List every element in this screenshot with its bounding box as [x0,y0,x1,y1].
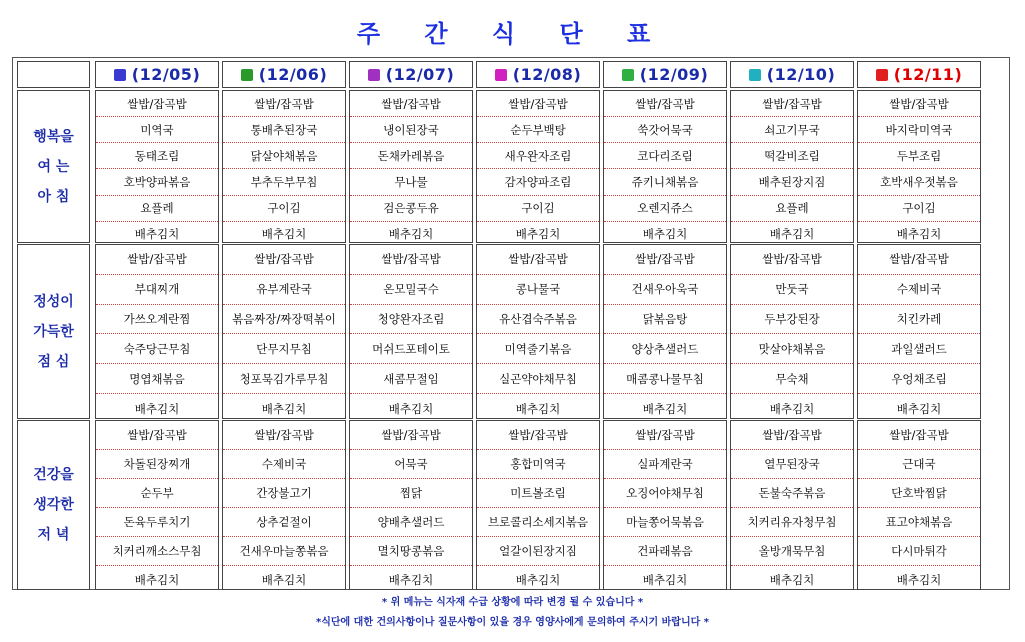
carrot-icon [368,69,380,81]
menu-item: 쌀밥/잡곡밥 [96,245,218,275]
menu-item: 표고야채볶음 [858,508,980,537]
cup-icon [622,69,634,81]
menu-item: 유부계란국 [223,275,345,305]
menu-item: 배추김치 [896,227,942,242]
menu-item: 미트볼조림 [477,479,599,508]
menu-item: 쌀밥/잡곡밥 [731,91,853,117]
menu-item: 새콤무절임 [350,364,472,394]
menu-item: 쌀밥/잡곡밥 [604,421,726,450]
menu-item: 배추김치 [388,573,434,587]
menu-item: 쌀밥/잡곡밥 [731,245,853,275]
menu-column [476,420,600,590]
meal-period-line: 아 침 [37,188,70,205]
menu-item: 배추김치 [261,573,307,587]
menu-item: 요플레 [731,196,853,222]
menu-item: 온모밀국수 [350,275,472,305]
menu-column [222,244,346,419]
menu-item: 닭볶음탕 [604,305,726,335]
milk-icon [749,69,761,81]
menu-item: 올방개묵무침 [731,537,853,566]
day-date-label: (12/05) [131,65,201,84]
menu-item: 바지락미역국 [858,117,980,143]
menu-item: 돈육두루치기 [96,508,218,537]
menu-item: 동태조림 [96,143,218,169]
menu-item: 떡갈비조림 [731,143,853,169]
menu-item: 우엉채조림 [858,364,980,394]
meal-period-line: 점 심 [37,353,70,370]
meal-period-line: 생각한 [33,497,74,513]
menu-item: 쌀밥/잡곡밥 [223,245,345,275]
menu-item: 단무지무침 [223,334,345,364]
menu-column [857,244,981,419]
apple-icon [876,69,888,81]
menu-item: 배추김치 [896,401,942,416]
menu-item: 쌀밥/잡곡밥 [604,91,726,117]
menu-item: 배추김치 [769,573,815,587]
meal-period-line: 여 는 [37,158,70,175]
menu-item: 수제비국 [858,275,980,305]
menu-item: 실파계란국 [604,450,726,479]
menu-column [476,244,600,419]
menu-column [476,90,600,243]
menu-item: 쇠고기무국 [731,117,853,143]
menu-item: 쌀밥/잡곡밥 [477,421,599,450]
menu-item: 배추김치 [515,401,561,416]
menu-item: 콩나물국 [477,275,599,305]
menu-item: 과일샐러드 [858,334,980,364]
menu-item: 쌀밥/잡곡밥 [223,421,345,450]
menu-column [95,420,219,590]
meal-period-label-2 [17,244,90,419]
meal-period-line: 건강을 [33,467,74,483]
menu-item: 요플레 [96,196,218,222]
day-date-label: (12/09) [639,65,709,84]
menu-item: 무나물 [350,169,472,195]
menu-item: 숙주당근무침 [96,334,218,364]
menu-item: 다시마튀각 [858,537,980,566]
menu-item: 배추김치 [261,227,307,242]
menu-item: 유산겹숙주볶음 [477,305,599,335]
menu-item: 얼갈이된장지짐 [477,537,599,566]
menu-item: 쌀밥/잡곡밥 [96,421,218,450]
menu-item: 치커리유자청무침 [731,508,853,537]
menu-item: 쌀밥/잡곡밥 [731,421,853,450]
menu-item: 쌀밥/잡곡밥 [223,91,345,117]
menu-item: 호박새우젓볶음 [858,169,980,195]
menu-item: 오징어야채무침 [604,479,726,508]
header-corner-cell [17,61,90,88]
menu-column [857,90,981,243]
menu-item: 쌀밥/잡곡밥 [858,91,980,117]
menu-item: 머쉬드포테이토 [350,334,472,364]
menu-item: 구이김 [477,196,599,222]
menu-item: 코다리조림 [604,143,726,169]
menu-item: 근대국 [858,450,980,479]
menu-item: 차돌된장찌개 [96,450,218,479]
page-title: 주 간 식 단 표 [356,20,669,48]
menu-item: 쑥갓어묵국 [604,117,726,143]
menu-item: 배추김치 [134,401,180,416]
day-header-6 [730,61,854,88]
notice-contact: *식단에 대한 건의사항이나 질문사항이 있을 경우 영양사에게 문의하여 주시기 바랍니다 * [315,617,710,628]
menu-column [222,90,346,243]
menu-item: 양상추샐러드 [604,334,726,364]
menu-item: 쌀밥/잡곡밥 [350,421,472,450]
menu-item: 배추김치 [515,573,561,587]
menu-item: 배추김치 [134,573,180,587]
menu-item: 쌀밥/잡곡밥 [350,245,472,275]
menu-item: 쌀밥/잡곡밥 [858,421,980,450]
menu-item: 두부조림 [858,143,980,169]
bottle-icon [495,69,507,81]
rice-bowl-icon [114,69,126,81]
menu-item: 건새우마늘쫑볶음 [223,537,345,566]
menu-item: 배추김치 [388,401,434,416]
day-header-7 [857,61,981,88]
plant-icon [241,69,253,81]
menu-item: 건새우아욱국 [604,275,726,305]
menu-item: 명엽채볶음 [96,364,218,394]
menu-item: 가쓰오계란찜 [96,305,218,335]
menu-column [857,420,981,590]
meal-period-line: 정성이 [33,293,74,310]
menu-column [349,244,473,419]
day-header-1 [95,61,219,88]
menu-item: 통배추된장국 [223,117,345,143]
menu-item: 미역국 [96,117,218,143]
menu-column [730,90,854,243]
day-header-2 [222,61,346,88]
menu-item: 배추김치 [261,401,307,416]
menu-item: 배추김치 [769,401,815,416]
menu-item: 브로콜리소세지볶음 [477,508,599,537]
menu-item: 닭살야채볶음 [223,143,345,169]
menu-item: 새우완자조림 [477,143,599,169]
meal-period-line: 행복을 [33,128,74,145]
menu-column [95,90,219,243]
menu-item: 쌀밥/잡곡밥 [477,245,599,275]
day-header-3 [349,61,473,88]
menu-item: 매콤콩나물무침 [604,364,726,394]
menu-item: 배추김치 [642,573,688,587]
menu-item: 멸치땅콩볶음 [350,537,472,566]
menu-item: 쌀밥/잡곡밥 [350,91,472,117]
menu-column [349,420,473,590]
menu-item: 배추김치 [896,573,942,587]
menu-item: 부대찌개 [96,275,218,305]
menu-item: 치킨카레 [858,305,980,335]
day-header-4 [476,61,600,88]
menu-item: 쌀밥/잡곡밥 [96,91,218,117]
menu-item: 돈채카레볶음 [350,143,472,169]
menu-item: 찜닭 [350,479,472,508]
menu-item: 검은콩두유 [350,196,472,222]
menu-column [95,244,219,419]
menu-item: 홍합미역국 [477,450,599,479]
meal-period-line: 저 녁 [37,527,70,543]
menu-item: 상추겉절이 [223,508,345,537]
menu-item: 냉이된장국 [350,117,472,143]
menu-item: 오렌지쥬스 [604,196,726,222]
menu-column [730,420,854,590]
menu-item: 배추김치 [515,227,561,242]
menu-item: 양배추샐러드 [350,508,472,537]
menu-item: 순두부백탕 [477,117,599,143]
day-header-5 [603,61,727,88]
menu-item: 쌀밥/잡곡밥 [858,245,980,275]
day-date-label: (12/08) [512,65,582,84]
menu-item: 열무된장국 [731,450,853,479]
menu-column [730,244,854,419]
menu-item: 볶음짜장/짜장떡볶이 [223,305,345,335]
day-date-label: (12/07) [385,65,455,84]
menu-item: 두부강된장 [731,305,853,335]
menu-item: 배추김치 [769,227,815,242]
menu-item: 간장불고기 [223,479,345,508]
menu-item: 청양완자조림 [350,305,472,335]
menu-item: 실곤약야채무침 [477,364,599,394]
menu-item: 배추된장지짐 [731,169,853,195]
day-date-label: (12/10) [766,65,836,84]
day-date-label: (12/06) [258,65,328,84]
menu-item: 무숙채 [731,364,853,394]
menu-item: 건파래볶음 [604,537,726,566]
menu-item: 돈불숙주볶음 [731,479,853,508]
menu-item: 쌀밥/잡곡밥 [477,91,599,117]
menu-item: 치커리깨소스무침 [96,537,218,566]
menu-item: 구이김 [858,196,980,222]
menu-item: 어묵국 [350,450,472,479]
notice-change: * 위 메뉴는 식자재 수급 상황에 따라 변경 될 수 있습니다 * [381,597,644,608]
menu-column [603,244,727,419]
menu-item: 부추두부무침 [223,169,345,195]
menu-column [349,90,473,243]
menu-item: 순두부 [96,479,218,508]
menu-item: 배추김치 [642,401,688,416]
meal-period-label-3 [17,420,90,590]
menu-item: 감자양파조림 [477,169,599,195]
menu-item: 배추김치 [642,227,688,242]
menu-item: 청포묵김가루무침 [223,364,345,394]
menu-item: 단호박찜닭 [858,479,980,508]
menu-item: 호박양파볶음 [96,169,218,195]
menu-column [222,420,346,590]
day-date-label: (12/11) [893,65,963,84]
menu-item: 수제비국 [223,450,345,479]
menu-item: 맛살야채볶음 [731,334,853,364]
meal-period-label-1 [17,90,90,243]
menu-item: 배추김치 [134,227,180,242]
menu-column [603,90,727,243]
menu-item: 쥬키니채볶음 [604,169,726,195]
menu-item: 쌀밥/잡곡밥 [604,245,726,275]
menu-item: 만둣국 [731,275,853,305]
menu-item: 배추김치 [388,227,434,242]
menu-item: 마늘쫑어묵볶음 [604,508,726,537]
menu-item: 미역줄기볶음 [477,334,599,364]
menu-item: 구이김 [223,196,345,222]
menu-column [603,420,727,590]
meal-period-line: 가득한 [33,323,74,340]
